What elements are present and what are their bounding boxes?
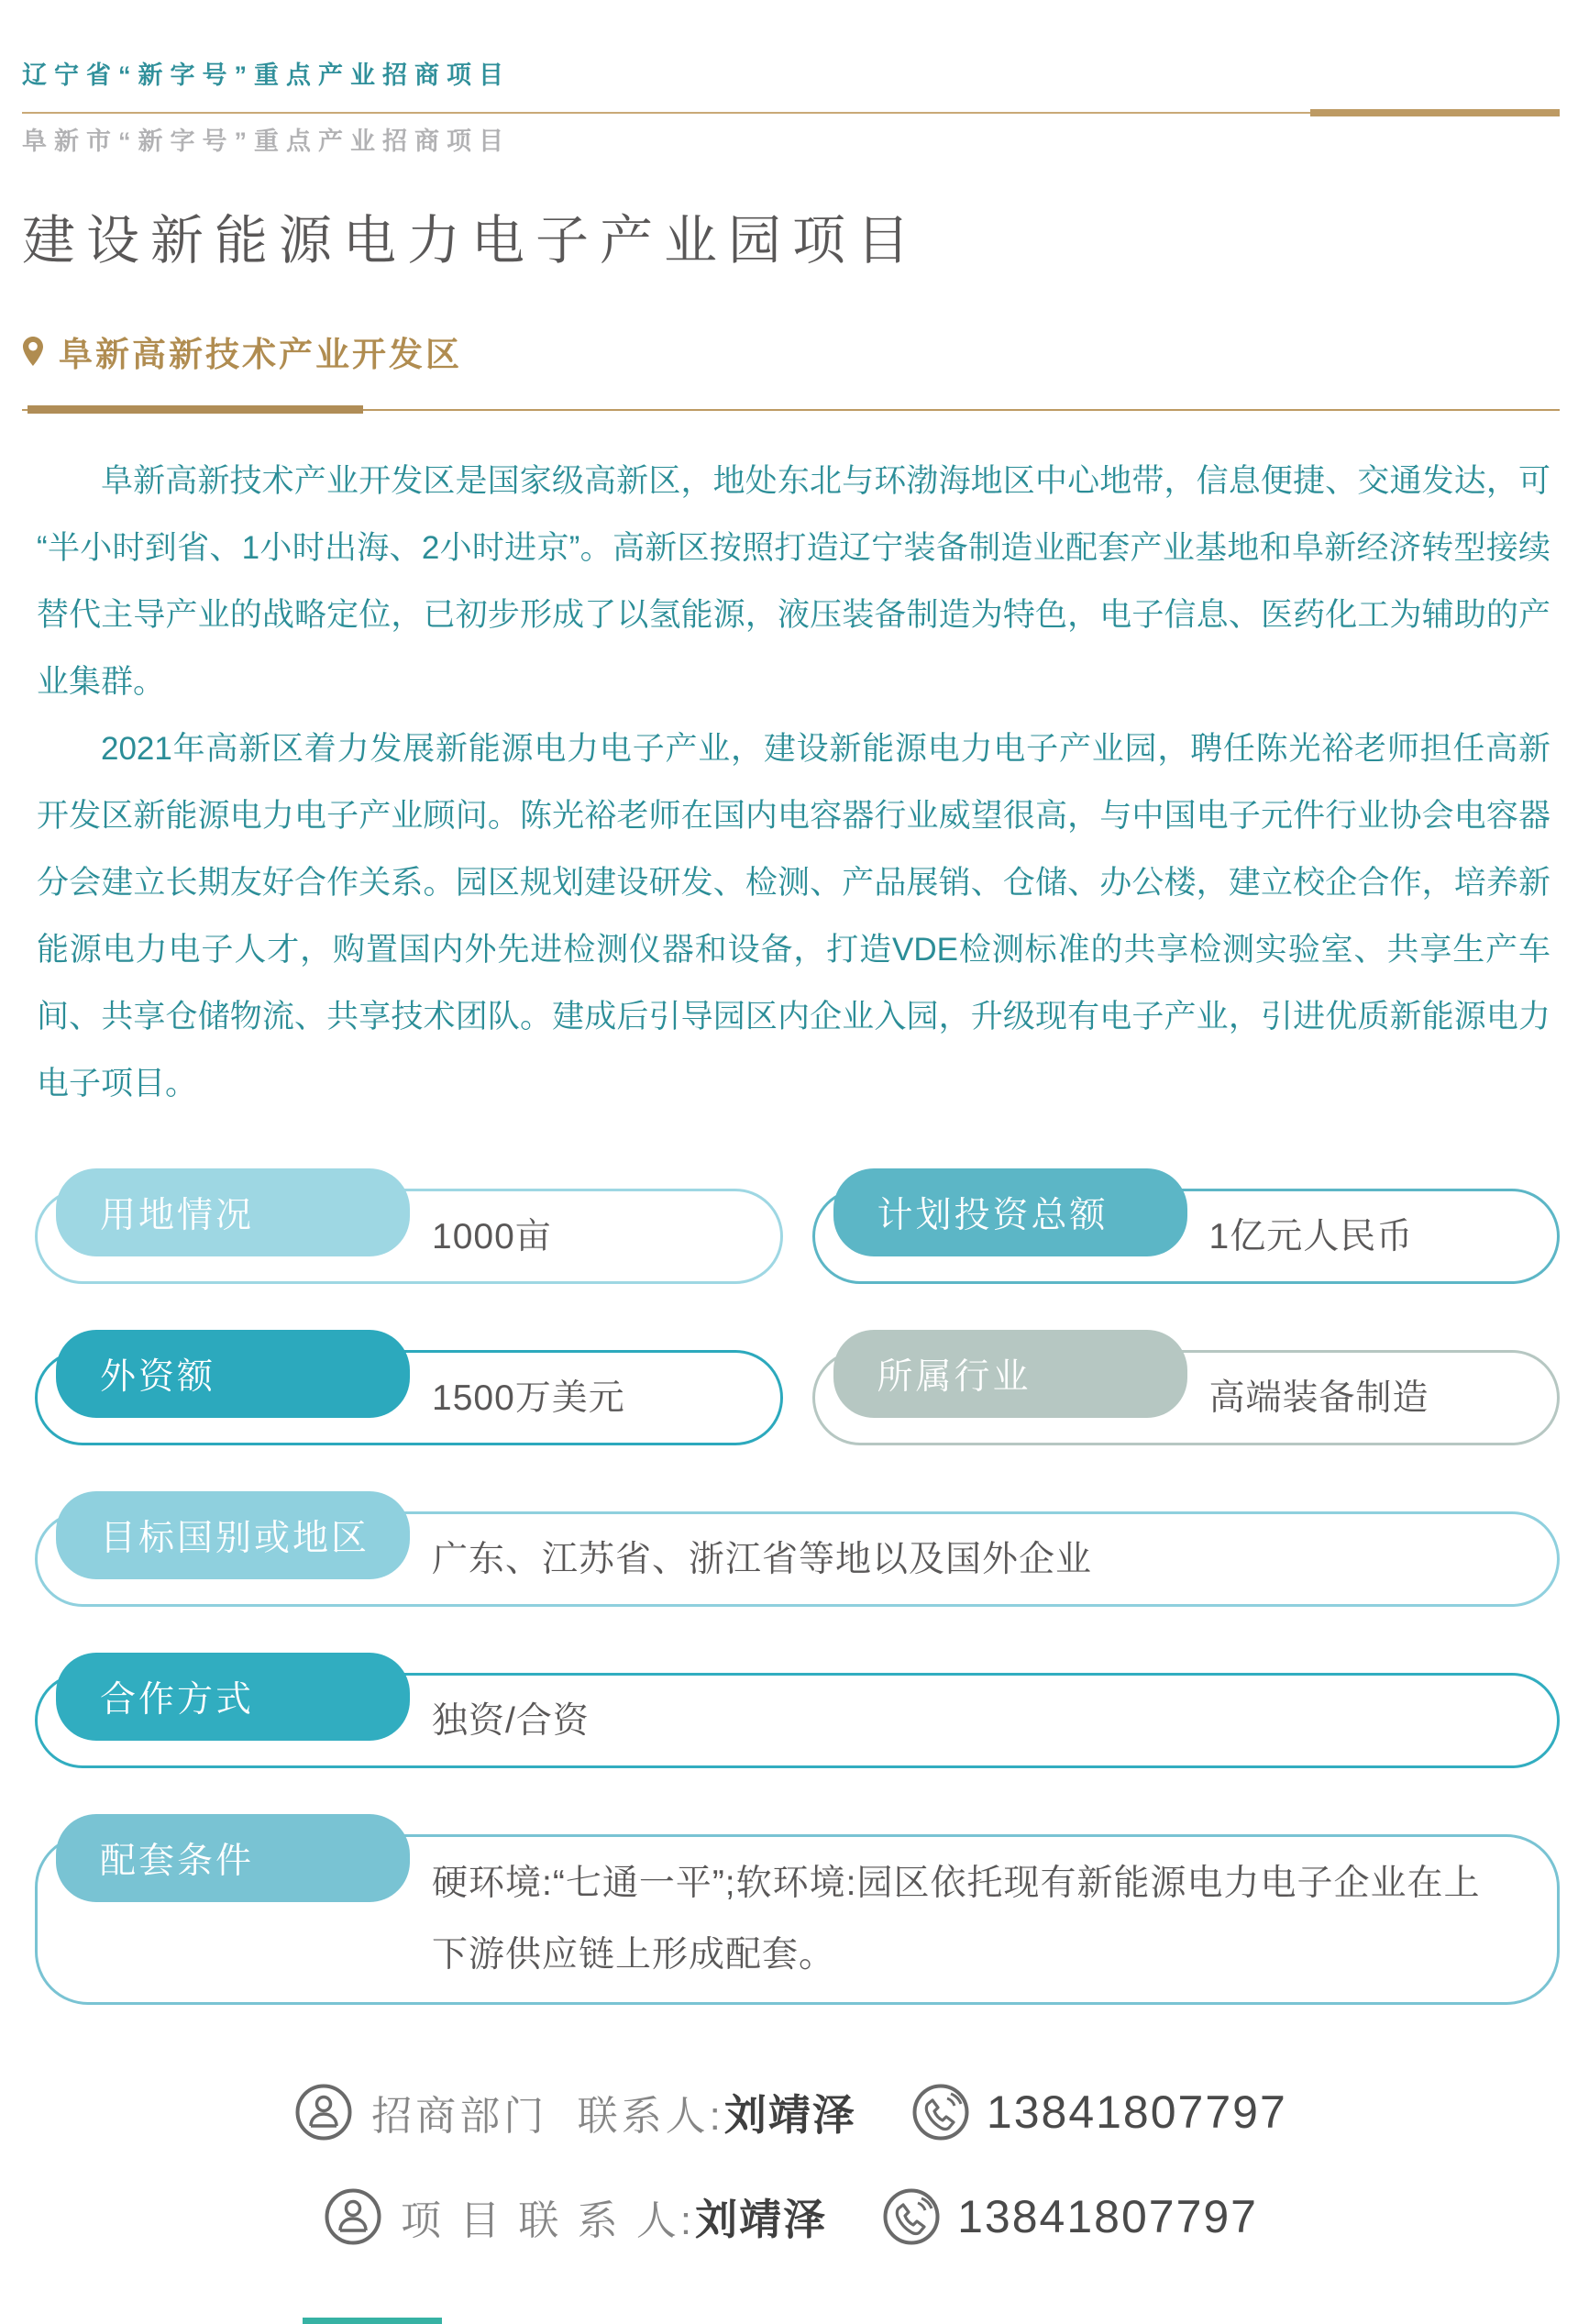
location-pin-icon <box>22 337 44 366</box>
description-paragraph-2: 2021年高新区着力发展新能源电力电子产业，建设新能源电力电子产业园，聘任陈光裕老师担任高新开发区新能源电力电子产业顾问。陈光裕老师在国内电容器行业威望很高，与中国电子元件行业协会电容器分会建立长期友好合作关系。园区规划建设研发、检测、产品展销、仓储、办公楼，建立校企合作，培养新能源电力电子人才，购置国内外先进检测仪器和设备，打造VDE检测标准的共享检测实验室、共享生产车间、共享仓储物流、共享技术团队。建成后引导园区内企业入园，升级现有电子产业，引进优质新能源电力电子项目。 <box>37 731 1550 1101</box>
card-supporting-conditions <box>35 1834 1560 2005</box>
project-description <box>22 448 1560 1117</box>
contact-name: 刘靖泽 <box>695 2196 828 2243</box>
page-title: 建设新能源电力电子产业园项目 <box>22 211 921 271</box>
phone-icon <box>882 2187 941 2246</box>
card-land-use <box>35 1189 783 1284</box>
card-industry <box>812 1350 1561 1445</box>
card-planned-investment-label: 计划投资总额 <box>833 1168 1187 1256</box>
contact-name: 刘靖泽 <box>723 2091 856 2139</box>
location-name: 阜新高新技术产业开发区 <box>59 337 462 374</box>
location-row <box>22 326 1560 376</box>
card-supporting-conditions-label: 配套条件 <box>56 1814 410 1902</box>
section-divider-accent <box>28 405 363 414</box>
card-industry-label: 所属行业 <box>833 1330 1187 1418</box>
contacts <box>22 2082 1560 2247</box>
card-land-use-value: 1000亩 <box>432 1216 552 1256</box>
card-industry-value: 高端装备制造 <box>1208 1378 1429 1418</box>
masthead-divider-accent <box>1310 109 1560 116</box>
phone-icon <box>911 2083 970 2141</box>
card-row-2 <box>35 1350 1560 1445</box>
province-header-line: 辽宁省“新字号”重点产业招商项目 <box>22 61 511 89</box>
city-header-line: 阜新市“新字号”重点产业招商项目 <box>22 127 511 155</box>
card-row-1 <box>35 1189 1560 1284</box>
section-divider <box>22 409 1560 411</box>
card-foreign-capital-value: 1500万美元 <box>432 1378 625 1418</box>
card-foreign-capital <box>35 1350 783 1445</box>
contact-row-project <box>324 2186 1258 2247</box>
contact-label: 项 目 联 系 人: <box>400 2198 696 2243</box>
card-target-regions-label: 目标国别或地区 <box>56 1491 410 1579</box>
masthead <box>22 0 1560 158</box>
card-cooperation-mode <box>35 1673 1560 1768</box>
card-foreign-capital-label: 外资额 <box>56 1330 410 1418</box>
footer-accent-bar <box>303 2318 442 2324</box>
contact-phone: 13841807797 <box>957 2191 1258 2242</box>
card-planned-investment-value: 1亿元人民币 <box>1208 1216 1414 1256</box>
contact-phone: 13841807797 <box>986 2086 1287 2138</box>
description-paragraph-1: 阜新高新技术产业开发区是国家级高新区，地处东北与环渤海地区中心地带，信息便捷、交通发达，可“半小时到省、1小时出海、2小时进京”。高新区按照打造辽宁装备制造业配套产业基地和阜新经济转型接续替代主导产业的战略定位，已初步形成了以氢能源，液压装备制造为特色，电子信息、医药化工为辅助的产业集群。 <box>37 463 1550 700</box>
card-cooperation-mode-label: 合作方式 <box>56 1653 410 1741</box>
card-planned-investment <box>812 1189 1561 1284</box>
person-icon <box>294 2083 353 2141</box>
masthead-divider <box>22 112 1560 114</box>
card-land-use-label: 用地情况 <box>56 1168 410 1256</box>
contact-label: 招商部门 联系人: <box>371 2094 724 2139</box>
card-supporting-conditions-value: 硬环境:“七通一平”;软环境:园区依托现有新能源电力电子企业在上下游供应链上形成配套。 <box>432 1864 1481 1975</box>
card-cooperation-mode-value: 独资/合资 <box>432 1700 590 1741</box>
contact-row-department <box>294 2082 1287 2142</box>
person-icon <box>324 2187 382 2246</box>
info-cards <box>35 1189 1560 2005</box>
card-target-regions <box>35 1511 1560 1607</box>
card-target-regions-value: 广东、江苏省、浙江省等地以及国外企业 <box>432 1539 1093 1579</box>
